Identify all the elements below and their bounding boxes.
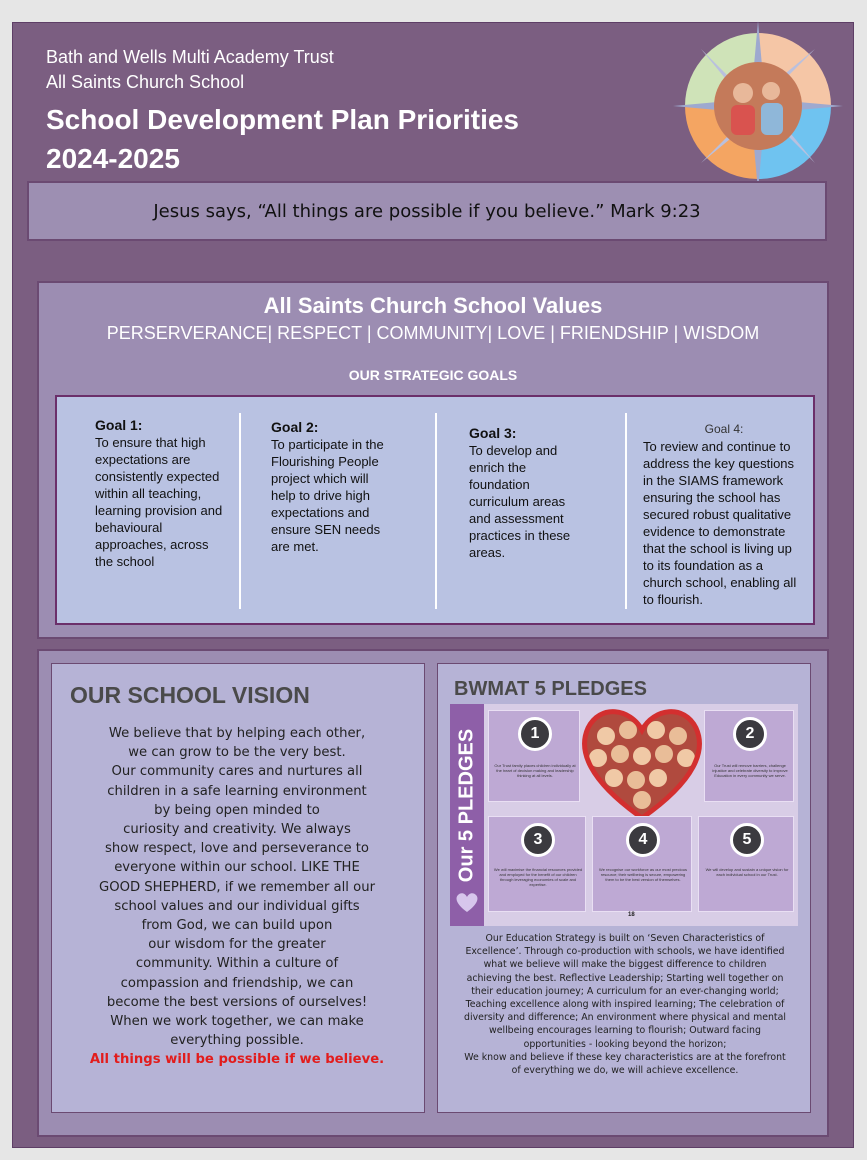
vision-line: Our community cares and nurtures all — [111, 764, 363, 780]
pledge-text: We recognise our workforce as our most precious resource; their wellbeing is secure, empowering them to be the best version of themselves. — [599, 867, 687, 882]
strategy-line: their education journey; A curriculum for an ever-changing world; — [471, 985, 779, 997]
goal-1 — [95, 417, 223, 570]
goal-separator — [435, 413, 437, 609]
pledge-number: 4 — [626, 823, 660, 857]
pledges-graphic — [450, 704, 798, 926]
goal-3-label: Goal 3: — [469, 425, 517, 441]
plan-page — [12, 22, 854, 1148]
heart-icon — [454, 890, 480, 914]
goal-1-text: To ensure that high expectations are consistently expected within all teaching, learning provision and behavioural approaches, across the school — [95, 435, 223, 569]
pledges-side-band — [450, 704, 484, 926]
pledge-text: We will develop and sustain a unique vision for each individual school in our Trust. — [705, 867, 789, 877]
strategy-line: Teaching excellence along with inspired learning; The celebration of — [465, 999, 785, 1011]
pledge-number: 2 — [733, 717, 767, 751]
pledges-page-number: 18 — [628, 912, 635, 918]
goal-separator — [625, 413, 627, 609]
strategy-line: achieving the best. Reflective Leadership; Starting well together on — [466, 972, 784, 984]
school-vision-card — [51, 663, 425, 1113]
goal-4-text: To review and continue to address the key questions in the SIAMS framework ensuring the school has secured robust qualitative evidence to demonstrate that the school is living up to its foundation as a church school, enabling all to flourish. — [643, 439, 797, 607]
vision-line: everyone within our school. LIKE THE — [114, 860, 360, 876]
pledges-title: BWMAT 5 PLEDGES — [454, 678, 647, 700]
strategic-goals-heading: OUR STRATEGIC GOALS — [348, 367, 518, 383]
strategy-line: opportunities - looking beyond the horizon; — [523, 1038, 727, 1050]
pledge-number: 1 — [518, 717, 552, 751]
vision-line: we can grow to be the very best. — [128, 745, 346, 761]
pledge-text: We will maximise the financial resources provided and employed for the benefit of our children through leveraging economies of scale and expertise. — [493, 867, 583, 887]
strategy-line: what we believe will make the biggest difference to children — [483, 959, 767, 971]
vision-line: by being open minded to — [154, 802, 320, 818]
pledge-number: 3 — [521, 823, 555, 857]
trust-name: Bath and Wells Multi Academy Trust — [46, 47, 334, 67]
school-logo-compass — [673, 21, 843, 191]
page-title — [46, 100, 519, 178]
pledge-text: Our Trust family places children individually at the heart of decision making and leadership thinking at all levels. — [494, 763, 576, 778]
vision-line: everything possible. — [170, 1033, 304, 1049]
goal-3-text: To develop and enrich the foundation curriculum areas and assessment practices in these areas. — [469, 443, 571, 560]
goal-4-label: Goal 4: — [704, 422, 744, 436]
pledge-cell-4 — [592, 816, 692, 912]
goal-2-label: Goal 2: — [271, 419, 319, 435]
pledge-text: Our Trust will remove barriers, challenge injustice and celebrate diversity to improve Education in every community we serve. — [712, 763, 788, 778]
values-title: All Saints Church School Values — [263, 293, 603, 318]
strategy-line: wellbeing encourages learning to flourish; Outward facing — [489, 1025, 761, 1037]
title-line-1: School Development Plan Priorities — [46, 104, 520, 135]
values-panel — [37, 281, 829, 639]
vision-closing: All things will be possible if we believe. — [89, 1052, 385, 1068]
strategy-line: Excellence’. Through co-production with schools, we have identified — [465, 946, 785, 958]
vision-line: We believe that by helping each other, — [108, 726, 366, 741]
vision-line: community. Within a culture of — [135, 956, 339, 972]
education-strategy-text — [452, 932, 798, 1077]
goal-3 — [469, 425, 587, 561]
vision-line: our wisdom for the greater — [148, 937, 326, 953]
vision-line: When we work together, we can make — [110, 1014, 364, 1030]
strategy-line: diversity and difference; An environment where physical and mental — [464, 1012, 786, 1024]
pledge-cell-1 — [488, 710, 580, 802]
vision-line: children in a safe learning environment — [107, 783, 367, 799]
strategy-line: We know and believe if these key characteristics are at the forefront — [464, 1051, 786, 1063]
vision-text — [62, 724, 412, 1070]
bible-quote: Jesus says, “All things are possible if you believe.” Mark 9:23 — [27, 181, 827, 241]
goal-4 — [643, 421, 805, 608]
vision-line: school values and our individual gifts — [114, 898, 360, 914]
vision-title: OUR SCHOOL VISION — [70, 682, 310, 708]
lower-panel — [37, 649, 829, 1137]
vision-line: from God, we can build upon — [141, 918, 333, 934]
pledges-card — [437, 663, 811, 1113]
pledge-number: 5 — [730, 823, 764, 857]
values-list: PERSERVERANCE| RESPECT | COMMUNITY| LOVE | FRIENDSHIP | WISDOM — [106, 323, 760, 343]
strategy-line: of everything we do, we will achieve excellence. — [511, 1065, 739, 1077]
pledge-cell-2 — [704, 710, 794, 802]
pledge-cell-5 — [698, 816, 794, 912]
vision-line: become the best versions of ourselves! — [106, 994, 368, 1010]
strategy-line: Our Education Strategy is built on ‘Seven Characteristics of — [485, 933, 765, 944]
goal-1-label: Goal 1: — [95, 417, 143, 433]
vision-line: curiosity and creativity. We always — [123, 822, 351, 838]
vision-line: compassion and friendship, we can — [120, 975, 354, 991]
pledges-side-label: Our 5 PLEDGES — [455, 728, 478, 883]
children-heart-photo — [578, 706, 706, 822]
title-line-2: 2024-2025 — [46, 143, 180, 174]
vision-line: show respect, love and perseverance to — [105, 841, 369, 857]
vision-line: GOOD SHEPHERD, if we remember all our — [98, 879, 376, 895]
goal-separator — [239, 413, 241, 609]
goal-2 — [271, 419, 389, 555]
goal-2-text: To participate in the Flourishing People project which will help to drive high expectations and ensure SEN needs are met. — [271, 437, 384, 554]
strategic-goals-box — [55, 395, 815, 625]
pledge-cell-3 — [488, 816, 586, 912]
school-name: All Saints Church School — [46, 72, 245, 92]
